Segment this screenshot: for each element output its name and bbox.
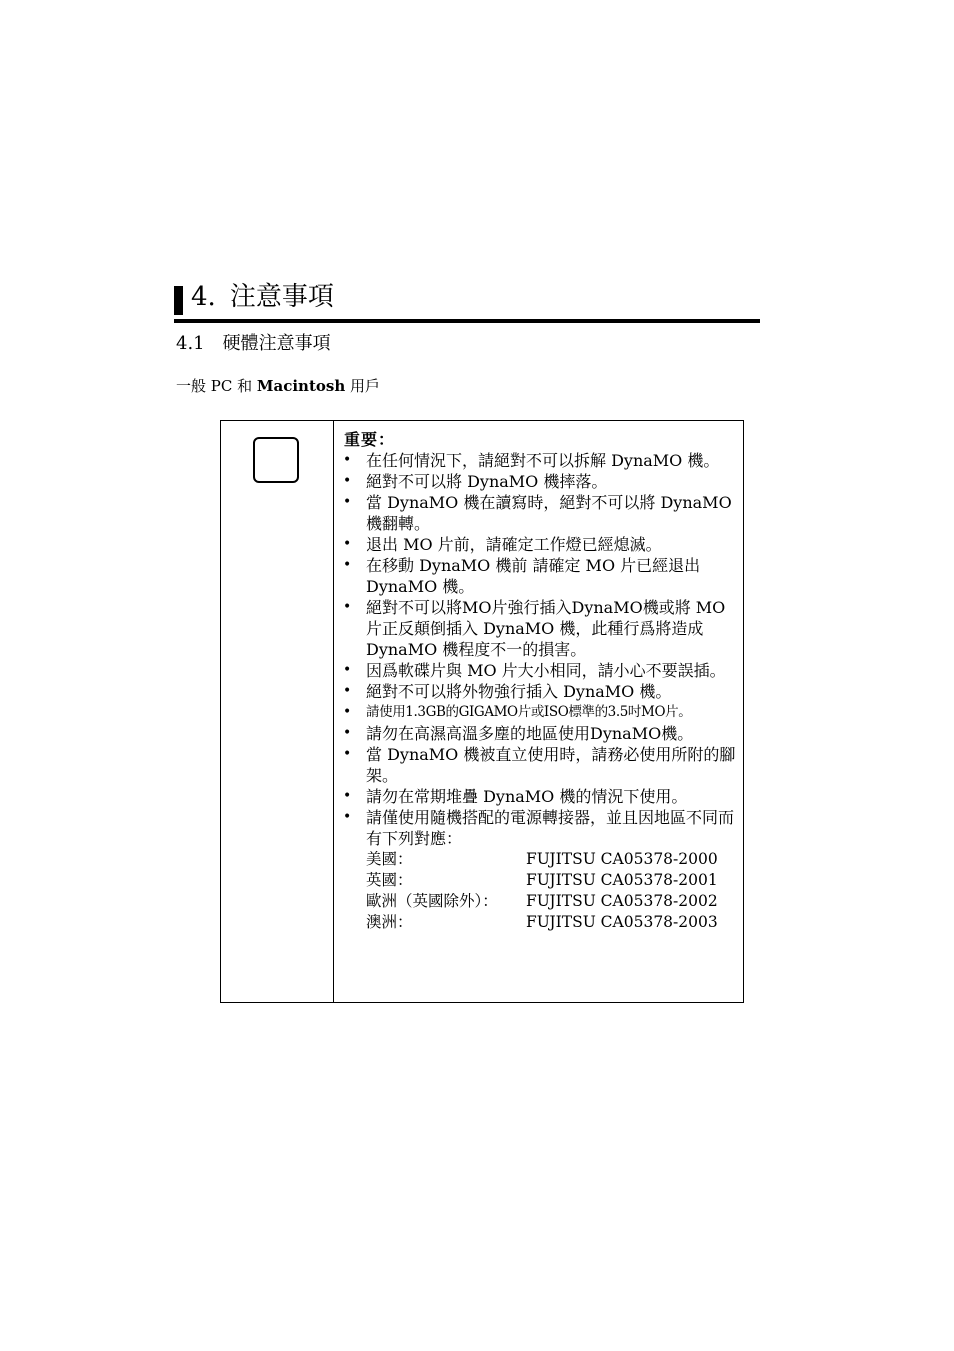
list-item: • 絕對不可以將MO片強行插入DynaMO機或將 MO 片正反顛倒插入 DynaMO 機，此種行爲將造成 DynaMO 機程度不一的損害。 <box>343 597 741 660</box>
notice-title: 重要： <box>344 430 396 449</box>
list-item: • 絕對不可以將 DynaMO 機摔落。 <box>343 471 741 492</box>
adapter-model: FUJITSU CA05378-2000 <box>526 850 718 868</box>
list-item: • 退出 MO 片前，請確定工作燈已經熄滅。 <box>343 534 741 555</box>
list-item: • 當 DynaMO 機被直立使用時，請務必使用所附的腳架。 <box>343 744 741 786</box>
section-title-text: 硬體注意事項 <box>222 333 331 354</box>
adapter-row <box>366 912 741 933</box>
adapter-row <box>366 891 741 912</box>
adapter-row <box>366 870 741 891</box>
adapter-model: FUJITSU CA05378-2002 <box>526 892 718 910</box>
chapter-bar <box>174 286 183 315</box>
chapter-title-text: 注意事項 <box>229 282 334 312</box>
list-item: • 請勿在常期堆疊 DynaMO 機的情況下使用。 <box>343 786 741 807</box>
adapter-region: 美國： <box>366 850 413 868</box>
chapter-title <box>191 282 334 312</box>
list-item: • 請僅使用隨機搭配的電源轉接器，並且因地區不同而有下列對應： <box>343 807 741 849</box>
subheading-suffix: 用戶 <box>350 377 381 395</box>
list-item: • 請使用1.3GB的GIGAMO片或ISO標準的3.5吋MO片。 <box>343 702 741 723</box>
notice-box <box>220 420 744 1003</box>
notice-content <box>343 430 741 933</box>
adapter-row <box>366 849 741 870</box>
list-item: • 請勿在高濕高溫多塵的地區使用DynaMO機。 <box>343 723 741 744</box>
subheading-prefix: 一般 PC 和 <box>176 377 253 395</box>
note-icon <box>253 437 299 483</box>
adapter-region: 歐洲（英國除外）： <box>366 892 498 910</box>
section-heading <box>176 333 331 355</box>
adapter-model: FUJITSU CA05378-2001 <box>526 871 718 889</box>
notice-list <box>343 450 741 849</box>
section-number: 4.1 <box>176 333 205 354</box>
list-item: • 在移動 DynaMO 機前 請確定 MO 片已經退出 DynaMO 機。 <box>343 555 741 597</box>
list-item: • 絕對不可以將外物強行插入 DynaMO 機。 <box>343 681 741 702</box>
chapter-number: 4. <box>191 282 216 312</box>
list-item: • 在任何情況下，請絕對不可以拆解 DynaMO 機。 <box>343 450 741 471</box>
list-item: • 當 DynaMO 機在讀寫時，絕對不可以將 DynaMO 機翻轉。 <box>343 492 741 534</box>
adapter-table <box>366 849 741 933</box>
adapter-region: 英國： <box>366 871 413 889</box>
list-item: • 因爲軟碟片與 MO 片大小相同，請小心不要誤插。 <box>343 660 741 681</box>
adapter-model: FUJITSU CA05378-2003 <box>526 913 718 931</box>
notice-icon-column <box>221 421 334 1002</box>
subheading <box>176 376 380 396</box>
chapter-heading <box>174 282 760 323</box>
adapter-region: 澳洲： <box>366 913 413 931</box>
subheading-bold: Macintosh <box>256 377 346 395</box>
